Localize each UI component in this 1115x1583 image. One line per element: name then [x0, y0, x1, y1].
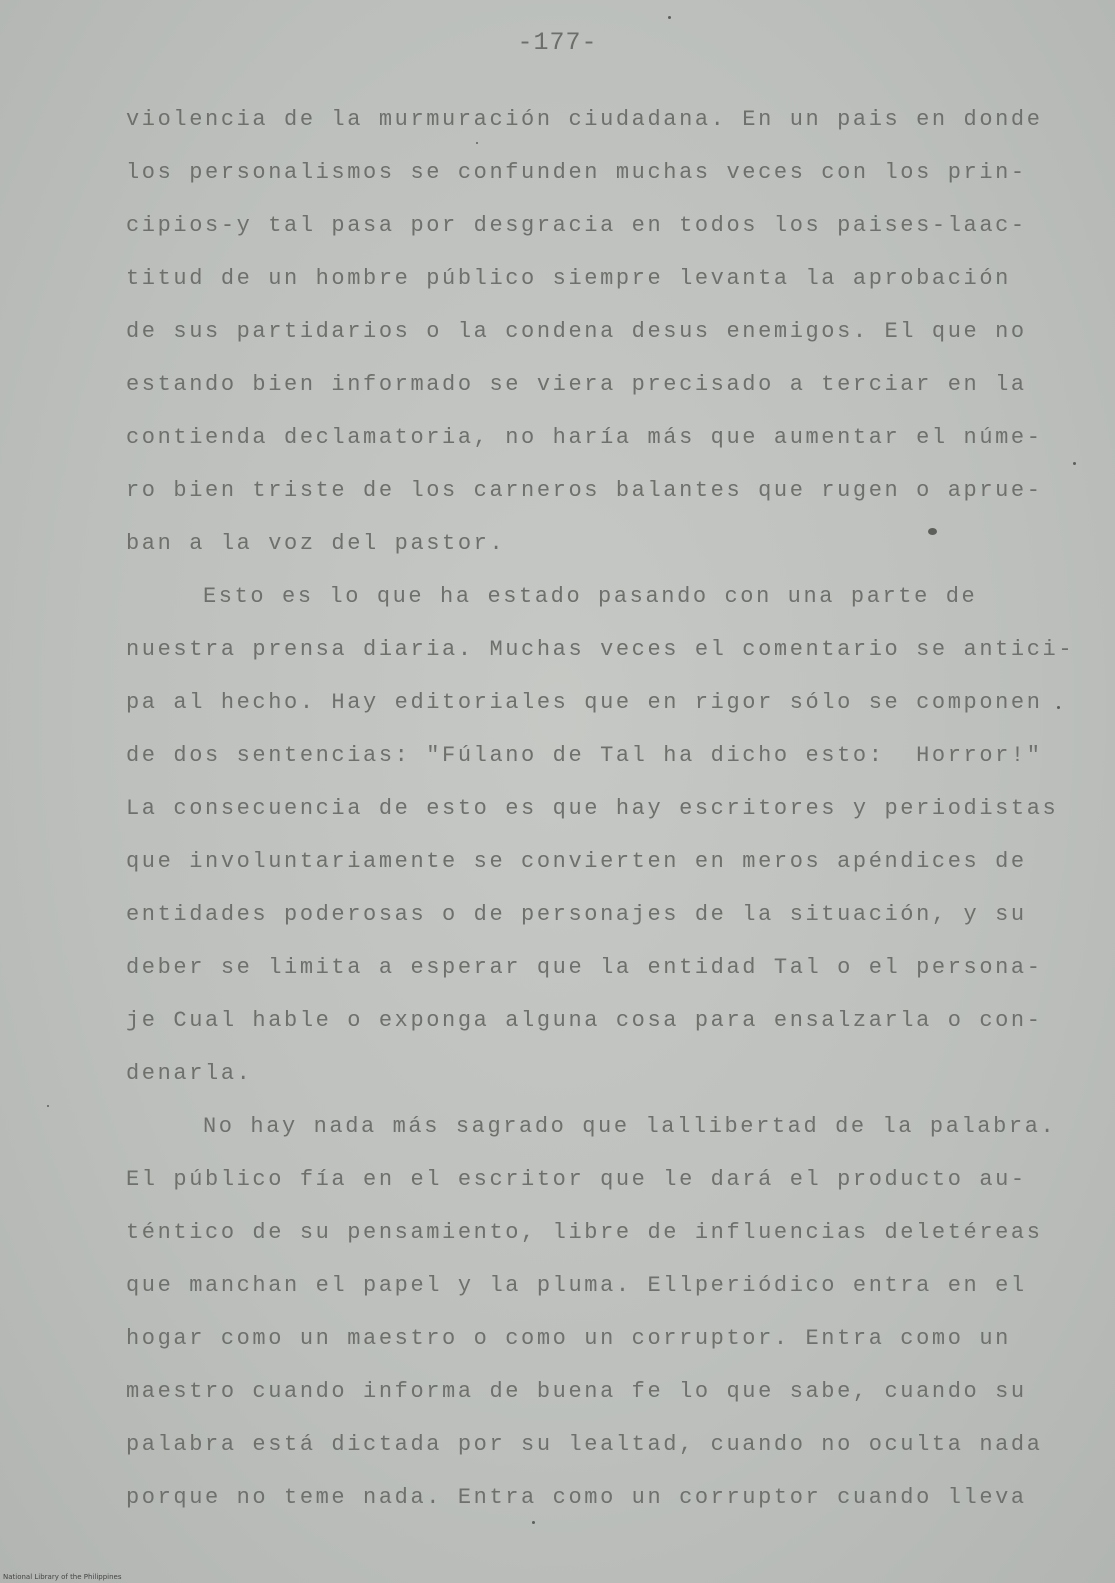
paragraph-start-line: Esto es lo que ha estado pasando con una parte de [203, 584, 978, 609]
page-number: -177- [517, 28, 598, 57]
text-line: maestro cuando informa de buena fe lo que sabe, cuando su [126, 1379, 1027, 1404]
text-line: que involuntariamente se convierten en meros apéndices de [126, 849, 1027, 874]
paper-speck [476, 142, 478, 144]
text-line: que manchan el papel y la pluma. Ellperiódico entra en el [126, 1273, 1027, 1298]
text-line: de sus partidarios o la condena desus enemigos. El que no [126, 319, 1027, 344]
text-line: pa al hecho. Hay editoriales que en rigor sólo se componen [126, 690, 1043, 715]
text-line: estando bien informado se viera precisado a terciar en la [126, 372, 1027, 397]
paper-speck [928, 528, 937, 535]
paper-speck [47, 1105, 49, 1107]
paper-speck [1073, 462, 1076, 465]
text-line: je Cual hable o exponga alguna cosa para ensalzarla o con- [126, 1008, 1043, 1033]
text-line: cipios-y tal pasa por desgracia en todos los paises-laac- [126, 213, 1027, 238]
text-line: El público fía en el escritor que le dará el producto au- [126, 1167, 1027, 1192]
text-line: téntico de su pensamiento, libre de influencias deletéreas [126, 1220, 1043, 1245]
paragraph-start-line: No hay nada más sagrado que lallibertad de la palabra. [203, 1114, 1057, 1139]
paper-speck [532, 1521, 535, 1524]
text-line: hogar como un maestro o como un corruptor. Entra como un [126, 1326, 1011, 1351]
text-line: contienda declamatoria, no haría más que aumentar el núme- [126, 425, 1043, 450]
text-line: palabra está dictada por su lealtad, cuando no oculta nada [126, 1432, 1043, 1457]
text-line: violencia de la murmuración ciudadana. En un pais en donde [126, 107, 1043, 132]
text-line: porque no teme nada. Entra como un corruptor cuando lleva [126, 1485, 1027, 1510]
library-credit: National Library of the Philippines [3, 1573, 122, 1581]
text-line: deber se limita a esperar que la entidad Tal o el persona- [126, 955, 1043, 980]
text-line: titud de un hombre público siempre levanta la aprobación [126, 266, 1011, 291]
text-line: de dos sentencias: "Fúlano de Tal ha dicho esto: Horror!" [126, 743, 1043, 768]
text-line: denarla. [126, 1061, 253, 1086]
paper-speck [668, 16, 671, 19]
text-line: ban a la voz del pastor. [126, 531, 506, 556]
text-line: nuestra prensa diaria. Muchas veces el comentario se antici- [126, 637, 1075, 662]
paper-speck [1057, 706, 1060, 709]
text-line: La consecuencia de esto es que hay escritores y periodistas [126, 796, 1059, 821]
text-line: ro bien triste de los carneros balantes que rugen o aprue- [126, 478, 1043, 503]
text-line: entidades poderosas o de personajes de la situación, y su [126, 902, 1027, 927]
text-line: los personalismos se confunden muchas veces con los prin- [126, 160, 1027, 185]
